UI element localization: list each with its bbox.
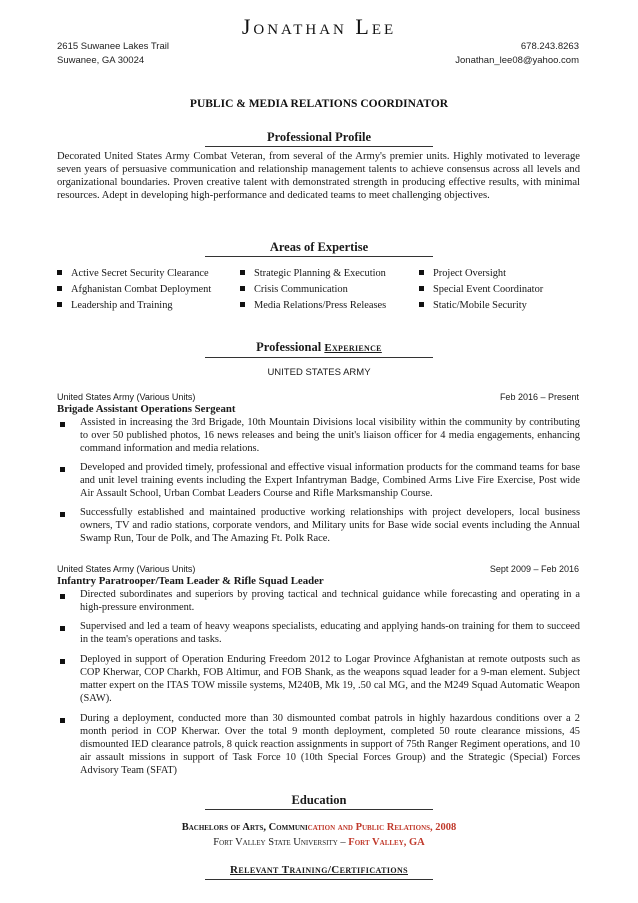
bullet-icon bbox=[60, 467, 65, 472]
bullet-icon bbox=[419, 302, 424, 307]
degree-line: Bachelors of Arts, Communication and Public Relations, 2008 bbox=[181, 822, 457, 833]
bullet-icon bbox=[60, 718, 65, 723]
employer-name: UNITED STATES ARMY bbox=[267, 367, 371, 378]
bullet-icon bbox=[60, 659, 65, 664]
list-item: Media Relations/Press Releases bbox=[240, 298, 386, 314]
bullet-icon bbox=[240, 270, 245, 275]
list-item: Static/Mobile Security bbox=[419, 298, 543, 314]
bullet-icon bbox=[419, 286, 424, 291]
expertise-column-1 bbox=[57, 266, 211, 314]
list-item: Active Secret Security Clearance bbox=[57, 266, 211, 282]
bullet-icon bbox=[60, 512, 65, 517]
contact-block bbox=[455, 40, 579, 68]
list-item: Leadership and Training bbox=[57, 298, 211, 314]
expertise-column-2 bbox=[240, 266, 386, 314]
address-block bbox=[57, 40, 169, 68]
bullet-icon bbox=[240, 286, 245, 291]
candidate-name: Jonathan Lee bbox=[241, 14, 397, 39]
school-line: Fort Valley State University – Fort Valley, GA bbox=[213, 837, 425, 848]
job-dates: Sept 2009 – Feb 2016 bbox=[489, 564, 579, 574]
address-line-1: 2615 Suwanee Lakes Trail bbox=[57, 41, 169, 52]
bullet-icon bbox=[57, 286, 62, 291]
profile-heading: Professional Profile bbox=[205, 130, 433, 147]
job-bullet: Successfully established and maintained productive working relationships with project developers, local business owners, TV and radio stations, corporate vendors, and Military units for Base wide social events including the Annual Swamp Run, Tour de Polk, and The Amazing Ft. Polk Race. bbox=[80, 507, 580, 544]
job-dates: Feb 2016 – Present bbox=[499, 392, 579, 402]
bullet-icon bbox=[57, 270, 62, 275]
bullet-icon bbox=[57, 302, 62, 307]
job-bullet: Supervised and led a team of heavy weapons specialists, educating and applying hands-on training for them to succeed in the team's operations and tasks. bbox=[80, 621, 580, 645]
job-meta bbox=[57, 392, 579, 402]
job-title: Infantry Paratrooper/Team Leader & Rifle Squad Leader bbox=[57, 575, 324, 587]
education-heading: Education bbox=[205, 793, 433, 810]
expertise-column-3 bbox=[419, 266, 543, 314]
bullet-icon bbox=[419, 270, 424, 275]
job-bullet: Deployed in support of Operation Enduring Freedom 2012 to Logar Province Afghanistan at remote outposts such as COP Kherwar, COP Charkh, FOB Altimur, and FOB Shank, as the weapons squad leader for a 9-man element. Subject matter expert on the ITAS TOW missile systems, M240B, Mk 19, .50 cal MG, and the M249 Squad Automatic Weapon (SAW). bbox=[80, 654, 580, 704]
target-role: PUBLIC & MEDIA RELATIONS COORDINATOR bbox=[189, 98, 449, 110]
job-org: United States Army (Various Units) bbox=[57, 564, 196, 574]
bullet-icon bbox=[60, 422, 65, 427]
expertise-heading: Areas of Expertise bbox=[205, 240, 433, 257]
phone-number: 678.243.8263 bbox=[520, 41, 579, 52]
bullet-icon bbox=[60, 594, 65, 599]
list-item: Afghanistan Combat Deployment bbox=[57, 282, 211, 298]
list-item: Crisis Communication bbox=[240, 282, 386, 298]
bullet-icon bbox=[60, 626, 65, 631]
list-item: Special Event Coordinator bbox=[419, 282, 543, 298]
bullet-icon bbox=[240, 302, 245, 307]
job-meta bbox=[57, 564, 579, 574]
job-org: United States Army (Various Units) bbox=[57, 392, 196, 402]
job-bullet: Assisted in increasing the 3rd Brigade, 10th Mountain Divisions local visibility within the community by contributing to over 50 published photos, 16 news releases and being the unit's liaison officer for 4 media engagements, enhancing command information and media relations. bbox=[80, 417, 580, 454]
job-bullet: Developed and provided timely, professional and effective visual information products for the command teams for base and unit level training events including the Expert Infantryman Badge, Combined Arms Live Fire Exercise, Post wide Air Assault School, Urban Combat Leaders Course and Rifle Marksmanship Course. bbox=[80, 462, 580, 499]
profile-summary: Decorated United States Army Combat Veteran, from several of the Army's premier units. Highly motivated to leverage seven years of persuasive communication and relationship management talents to achieve consensus across all levels and organizational boundaries. Proven creative talent with demonstrated strength in producing effective results, with minimal resources. Adept in developing high-performance and dedicated teams to meet challenging objectives. bbox=[57, 151, 580, 202]
address-line-2: Suwanee, GA 30024 bbox=[57, 55, 145, 66]
experience-heading: Professional Experience bbox=[205, 340, 433, 358]
job-bullet: Directed subordinates and superiors by proving tactical and technical guidance while forecasting and operating in a high-pressure environment. bbox=[80, 589, 580, 613]
email-address[interactable]: Jonathan_lee08@yahoo.com bbox=[455, 55, 579, 66]
job-title: Brigade Assistant Operations Sergeant bbox=[57, 403, 236, 415]
training-heading: Relevant Training/Certifications bbox=[205, 863, 433, 880]
list-item: Strategic Planning & Execution bbox=[240, 266, 386, 282]
list-item: Project Oversight bbox=[419, 266, 543, 282]
job-bullet: During a deployment, conducted more than 30 dismounted combat patrols in highly hazardous conditions over a 2 month period in COP Kherwar. Over the total 9 month deployment, completed 50 route clearance missions, 45 dismounted IED clearance patrols, 8 quick reaction assignments in support of 75th Ranger Regiment operations, and 10 air assault missions in support of Task Force 10 (10th Special Forces Group) and the Strategic (Special) Forces Advisory Team (SFAT) bbox=[80, 713, 580, 776]
